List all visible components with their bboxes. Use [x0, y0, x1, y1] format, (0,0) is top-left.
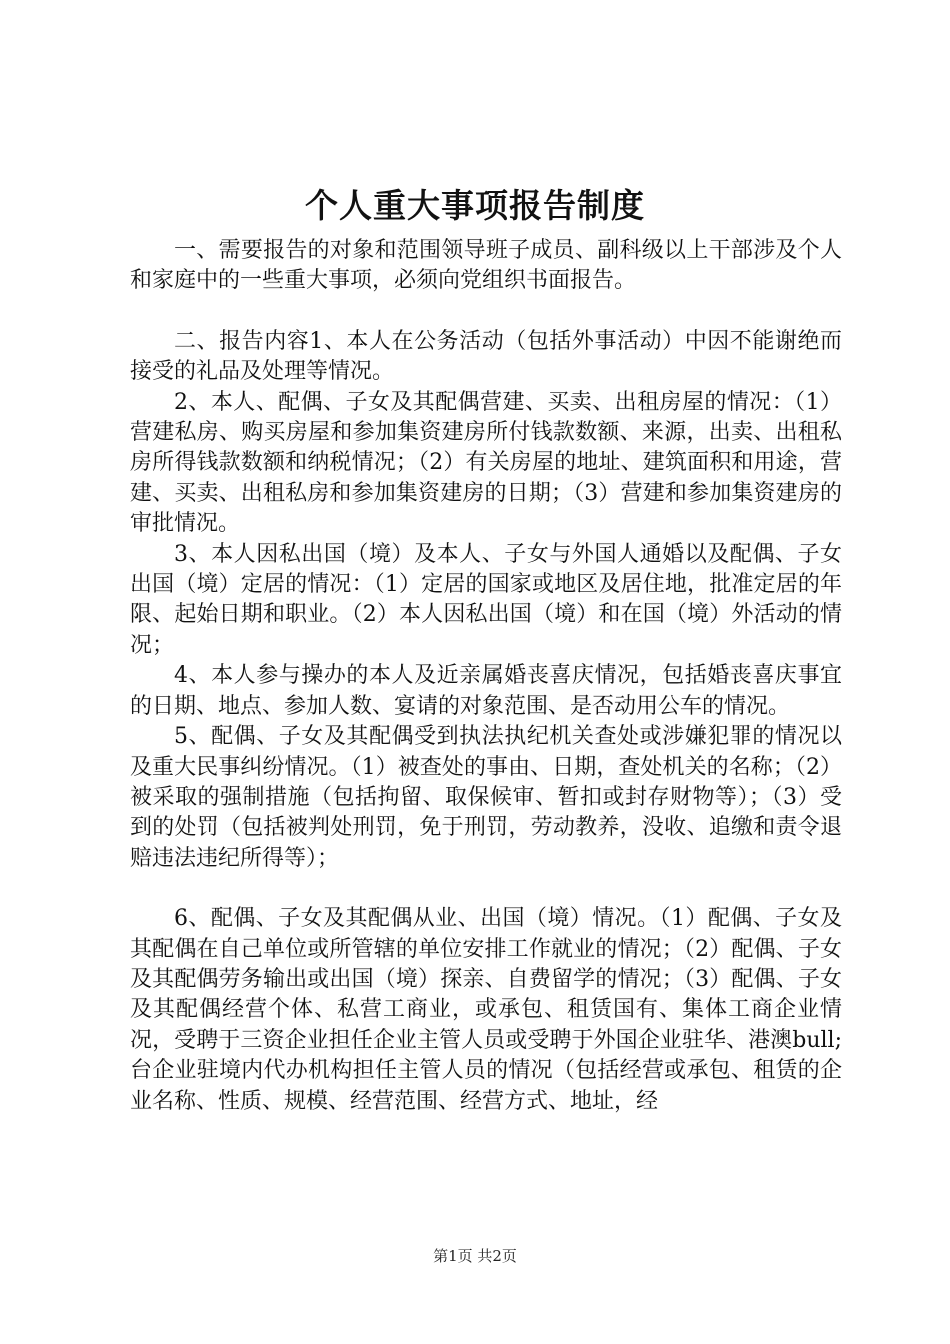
paragraph-report-scope: 一、需要报告的对象和范围领导班子成员、副科级以上干部涉及个人和家庭中的一些重大事项，必须向党组织书面报告。 — [130, 238, 842, 294]
paragraph-overseas: 3、本人因私出国（境）及本人、子女与外国人通婚以及配偶、子女出国（境）定居的情况：（1）定居的国家或地区及居住地，批准定居的年限、起始日期和职业。（2）本人因私出国（境）和在国（境）外活动的情况； — [130, 541, 842, 658]
paragraph-gifts: 二、报告内容1、本人在公务活动（包括外事活动）中因不能谢绝而接受的礼品及处理等情况。 — [130, 328, 842, 385]
paragraph-legal-cases: 5、配偶、子女及其配偶受到执法执纪机关查处或涉嫌犯罪的情况以及重大民事纠纷情况。（1）被查处的事由、日期，查处机关的名称；（2）被采取的强制措施（包括拘留、取保候审、暂扣或封存财物等）；（3）受到的处罚（包括被判处刑罚，免于刑罚，劳动教养，没收、追缴和责令退赔违法违纪所得等）； — [130, 724, 842, 871]
paragraph-employment: 6、配偶、子女及其配偶从业、出国（境）情况。（1）配偶、子女及其配偶在自己单位或所管辖的单位安排工作就业的情况；（2）配偶、子女及其配偶劳务输出或出国（境）探亲、自费留学的情况；（3）配偶、子女及其配偶经营个体、私营工商业，或承包、租赁国有、集体工商企业情况，受聘于三资企业担任企业主管人员或受聘于外国企业驻华、港澳bull;台企业驻境内代办机构担任主管人员的情况（包括经营或承包、租赁的企业名称、性质、规模、经营范围、经营方式、地址，经 — [130, 906, 842, 1114]
document-body — [130, 236, 842, 1117]
document-title: 个人重大事项报告制度 — [305, 186, 645, 225]
paragraph-ceremonies: 4、本人参与操办的本人及近亲属婚丧喜庆情况，包括婚丧喜庆事宜的日期、地点、参加人数、宴请的对象范围、是否动用公车的情况。 — [130, 663, 842, 719]
page-number-footer: 第1页 共2页 — [433, 1247, 517, 1265]
paragraph-housing: 2、本人、配偶、子女及其配偶营建、买卖、出租房屋的情况：（1）营建私房、购买房屋和参加集资建房所付钱款数额、来源，出卖、出租私房所得钱款数额和纳税情况；（2）有关房屋的地址、建筑面积和用途，营建、买卖、出租私房和参加集资建房的日期；（3）营建和参加集资建房的审批情况。 — [130, 389, 842, 537]
